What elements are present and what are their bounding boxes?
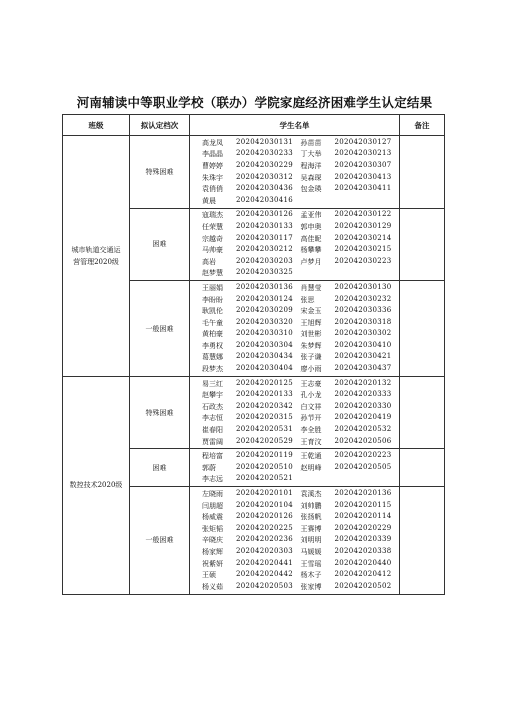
student-id: 202042030302 <box>334 329 392 338</box>
student-id: 202042020119 <box>236 451 294 460</box>
header-class: 班级 <box>63 115 130 136</box>
student-name: 包金瑛 <box>300 185 322 194</box>
student-id: 202042030318 <box>334 317 392 326</box>
student-pair <box>202 450 399 462</box>
student-id: 202042030310 <box>236 329 294 338</box>
student-entry <box>202 318 301 328</box>
student-name: 白文祥 <box>300 402 322 411</box>
student-name: 寇瑞杰 <box>202 211 223 220</box>
student-entry <box>202 352 301 362</box>
student-id: 202042020510 <box>236 462 294 471</box>
student-entry <box>301 547 400 557</box>
student-name: 廖小雨 <box>300 365 322 374</box>
student-name: 刘世彬 <box>300 330 322 339</box>
student-name: 葛慧娜 <box>202 353 223 362</box>
student-entry <box>202 413 301 423</box>
student-name: 杨家辉 <box>202 547 223 556</box>
student-id: 202042020441 <box>236 558 294 567</box>
student-entry <box>202 364 301 374</box>
student-pair <box>202 378 399 390</box>
student-entry <box>301 524 400 534</box>
student-name: 卢梦月 <box>300 257 322 266</box>
student-entry <box>202 329 301 339</box>
student-name: 王硕 <box>202 571 216 580</box>
student-id: 202042020225 <box>236 523 294 532</box>
student-name: 祝紫妍 <box>202 559 223 568</box>
student-id: 202042020503 <box>236 581 294 590</box>
student-id: 202042020529 <box>236 436 294 445</box>
student-entry <box>202 463 301 473</box>
header-note: 备注 <box>400 115 445 136</box>
note-cell <box>400 487 445 594</box>
student-entry <box>202 268 329 278</box>
student-name: 程培富 <box>202 452 223 461</box>
student-id: 202042030229 <box>236 160 294 169</box>
student-entry <box>301 138 400 148</box>
level-label: 一般困难 <box>130 281 190 377</box>
student-name: 张思 <box>300 295 315 304</box>
student-name: 黄柏豪 <box>202 330 223 339</box>
student-name: 孔小龙 <box>300 391 322 400</box>
student-pair <box>202 149 399 161</box>
student-name: 郭蔚 <box>202 463 216 472</box>
student-id: 202042020505 <box>334 462 392 471</box>
student-name: 任荣慧 <box>202 222 223 231</box>
student-entry <box>301 463 400 473</box>
student-entry <box>301 184 400 194</box>
student-entry <box>202 524 301 534</box>
student-pair <box>202 352 399 364</box>
student-name: 王丽娟 <box>202 283 223 292</box>
student-id: 202042030232 <box>334 294 392 303</box>
student-list <box>190 487 400 594</box>
student-entry <box>301 390 400 400</box>
student-id: 202042030136 <box>236 282 294 291</box>
student-id: 202042030320 <box>236 317 294 326</box>
student-id: 202042030117 <box>236 233 294 242</box>
student-entry <box>301 582 400 592</box>
student-entry <box>301 437 400 447</box>
student-pair <box>202 474 399 486</box>
student-id: 202042020101 <box>236 489 294 498</box>
student-entry <box>301 451 400 461</box>
student-pair <box>202 535 399 547</box>
level-label: 困难 <box>130 449 190 487</box>
student-pair <box>202 317 399 329</box>
student-id: 202042030223 <box>334 256 392 265</box>
student-id: 202042030325 <box>236 268 294 277</box>
student-entry <box>202 173 301 183</box>
student-entry <box>202 535 301 545</box>
student-id: 202042030124 <box>236 294 294 303</box>
student-pair <box>202 436 399 448</box>
student-entry <box>202 425 301 435</box>
student-name: 宋金玉 <box>300 307 322 316</box>
student-name: 杨威震 <box>202 513 223 522</box>
student-id: 202042020339 <box>334 535 392 544</box>
student-id: 202042030416 <box>236 195 294 204</box>
student-name: 宗越奇 <box>202 234 223 243</box>
student-pair <box>202 546 399 558</box>
student-entry <box>202 138 301 148</box>
student-name: 李志恒 <box>202 414 223 423</box>
student-entry <box>301 295 400 305</box>
student-name: 王育汶 <box>300 437 322 446</box>
student-id: 202042030133 <box>236 221 294 230</box>
student-id: 202042020104 <box>236 500 294 509</box>
student-id: 202042020136 <box>334 489 392 498</box>
student-list <box>190 449 400 487</box>
level-label: 困难 <box>130 208 190 281</box>
student-id: 202042020338 <box>334 546 392 555</box>
student-name: 王志豪 <box>300 379 322 388</box>
student-name: 朱梦辉 <box>300 341 322 350</box>
student-pair <box>202 340 399 352</box>
student-name: 李盼盼 <box>202 295 223 304</box>
student-id: 202042020532 <box>334 425 392 434</box>
student-entry <box>301 570 400 580</box>
document-title: 河南辅读中等职业学校（联办）学院家庭经济困难学生认定结果 <box>76 95 433 110</box>
student-id: 202042020115 <box>334 500 392 509</box>
student-entry <box>202 390 301 400</box>
student-list <box>190 136 400 209</box>
student-id: 202042020333 <box>334 390 392 399</box>
student-pair <box>202 172 399 184</box>
student-name: 程海洋 <box>300 161 322 170</box>
student-pair <box>202 488 399 500</box>
student-id: 202042020342 <box>236 401 294 410</box>
student-id: 202042020315 <box>236 413 294 422</box>
student-pair <box>202 413 399 425</box>
student-name: 左晓雨 <box>202 490 223 499</box>
student-entry <box>202 196 329 206</box>
student-entry <box>301 173 400 183</box>
student-id: 202042020440 <box>334 558 392 567</box>
student-id: 202042030215 <box>334 245 392 254</box>
student-name: 高佳昵 <box>300 234 322 243</box>
student-pair <box>202 389 399 401</box>
student-name: 贾雷阔 <box>202 437 223 446</box>
student-name: 杨义茹 <box>202 582 223 591</box>
student-pair <box>202 195 399 207</box>
student-pair <box>202 282 399 294</box>
student-entry <box>301 425 400 435</box>
student-name: 杨木子 <box>300 571 322 580</box>
student-id: 202042030434 <box>236 352 294 361</box>
student-pair <box>202 329 399 341</box>
student-entry <box>301 489 400 499</box>
header-level: 拟认定档次 <box>130 115 190 136</box>
student-name: 马帅豪 <box>202 246 223 255</box>
student-name: 李志远 <box>202 475 223 484</box>
table-body <box>63 136 445 595</box>
student-name: 王雪瑶 <box>300 559 322 568</box>
student-pair <box>202 160 399 172</box>
student-id: 202042030127 <box>334 137 392 146</box>
student-name: 王旭辉 <box>300 318 322 327</box>
student-pair <box>202 305 399 317</box>
student-name: 辛晓庆 <box>202 536 223 545</box>
student-name: 高岩 <box>202 257 216 266</box>
student-id: 202042030421 <box>334 352 392 361</box>
student-id: 202042020502 <box>334 581 392 590</box>
student-name: 张扬帆 <box>300 513 322 522</box>
student-id: 202042030212 <box>236 245 294 254</box>
student-entry <box>202 149 301 159</box>
student-name: 黄晨 <box>202 196 216 205</box>
student-entry <box>202 402 301 412</box>
student-name: 孙节开 <box>300 414 322 423</box>
student-pair <box>202 256 399 268</box>
student-pair <box>202 581 399 593</box>
student-entry <box>202 245 301 255</box>
student-id: 202042020223 <box>334 451 392 460</box>
student-name: 朱珠宇 <box>202 173 223 182</box>
student-pair <box>202 294 399 306</box>
student-name: 李勇权 <box>202 341 223 350</box>
student-name: 刘明明 <box>300 536 322 545</box>
student-id: 202042030131 <box>236 137 294 146</box>
student-entry <box>301 245 400 255</box>
student-id: 202042030404 <box>236 364 294 373</box>
student-name: 郭申奥 <box>300 222 322 231</box>
student-pair <box>202 401 399 413</box>
student-name: 石政杰 <box>202 402 223 411</box>
student-entry <box>301 257 400 267</box>
student-id: 202042020412 <box>334 570 392 579</box>
student-pair <box>202 500 399 512</box>
student-id: 202042020125 <box>236 378 294 387</box>
student-entry <box>301 306 400 316</box>
student-pair <box>202 183 399 195</box>
student-pair <box>202 221 399 233</box>
student-name: 丁大举 <box>300 150 322 159</box>
student-pair <box>202 558 399 570</box>
student-id: 202042020521 <box>236 474 294 483</box>
student-id: 202042020126 <box>236 512 294 521</box>
student-name: 袁俏俏 <box>202 185 223 194</box>
student-entry <box>301 535 400 545</box>
note-cell <box>400 376 445 449</box>
student-name: 李全胜 <box>300 426 322 435</box>
student-entry <box>301 379 400 389</box>
student-entry <box>301 352 400 362</box>
student-name: 毛午童 <box>202 318 223 327</box>
student-id: 202042020229 <box>334 523 392 532</box>
student-id: 202042030304 <box>236 340 294 349</box>
student-id: 202042020419 <box>334 413 392 422</box>
student-id: 202042030312 <box>236 172 294 181</box>
student-entry <box>202 489 301 499</box>
student-name: 孟亚伟 <box>300 211 322 220</box>
student-entry <box>202 437 301 447</box>
student-pair <box>202 137 399 149</box>
table-row <box>63 136 445 209</box>
student-pair <box>202 569 399 581</box>
student-pair <box>202 363 399 375</box>
student-name: 段梦杰 <box>202 365 223 374</box>
student-name: 杨攀攀 <box>300 246 322 255</box>
header-names: 学生名单 <box>190 115 400 136</box>
student-id: 202042020236 <box>236 535 294 544</box>
student-entry <box>202 570 301 580</box>
level-label: 一般困难 <box>130 487 190 594</box>
student-entry <box>301 559 400 569</box>
student-name: 李晶晶 <box>202 150 223 159</box>
student-pair <box>202 233 399 245</box>
student-id: 202042030209 <box>236 306 294 315</box>
student-id: 202042020442 <box>236 570 294 579</box>
student-id: 202042030122 <box>334 210 392 219</box>
student-pair <box>202 523 399 535</box>
student-entry <box>301 341 400 351</box>
student-entry <box>202 210 301 220</box>
student-pair <box>202 244 399 256</box>
student-entry <box>202 184 301 194</box>
student-pair <box>202 462 399 474</box>
student-entry <box>202 379 301 389</box>
student-name: 高龙凤 <box>202 138 223 147</box>
student-entry <box>301 234 400 244</box>
student-name: 闫朋超 <box>202 501 223 510</box>
student-entry <box>202 161 301 171</box>
student-name: 曹婷婷 <box>202 161 223 170</box>
student-id: 202042030336 <box>334 306 392 315</box>
student-entry <box>202 257 301 267</box>
student-entry <box>202 451 301 461</box>
student-id: 202042030203 <box>236 256 294 265</box>
student-id: 202042020303 <box>236 546 294 555</box>
class-name: 数控技术2020级 <box>63 376 130 594</box>
student-name: 赵攀宇 <box>202 391 223 400</box>
student-entry <box>301 402 400 412</box>
student-entry <box>202 222 301 232</box>
student-pair <box>202 210 399 222</box>
student-entry <box>301 161 400 171</box>
note-cell <box>400 449 445 487</box>
student-entry <box>202 283 301 293</box>
student-id: 202042030130 <box>334 282 392 291</box>
student-list <box>190 376 400 449</box>
student-entry <box>301 329 400 339</box>
student-list <box>190 208 400 281</box>
student-pair <box>202 511 399 523</box>
student-pair <box>202 268 399 280</box>
student-id: 202042030233 <box>236 149 294 158</box>
student-id: 202042020330 <box>334 401 392 410</box>
student-entry <box>301 210 400 220</box>
student-entry <box>202 501 301 511</box>
student-entry <box>301 364 400 374</box>
student-entry <box>202 474 329 484</box>
student-id: 202042030126 <box>236 210 294 219</box>
student-name: 孙苗苗 <box>300 138 322 147</box>
student-entry <box>202 582 301 592</box>
student-name: 赵明峰 <box>300 463 322 472</box>
student-list <box>190 281 400 377</box>
note-cell <box>400 136 445 209</box>
student-entry <box>202 306 301 316</box>
student-entry <box>301 413 400 423</box>
level-label: 特殊困难 <box>130 136 190 209</box>
student-id: 202042030129 <box>334 221 392 230</box>
student-entry <box>301 149 400 159</box>
student-entry <box>202 547 301 557</box>
student-name: 耿凯伦 <box>202 307 223 316</box>
student-entry <box>301 512 400 522</box>
note-cell <box>400 281 445 377</box>
student-name: 刘帅鹏 <box>300 501 322 510</box>
student-entry <box>202 295 301 305</box>
student-id: 202042020132 <box>334 378 392 387</box>
student-entry <box>202 234 301 244</box>
student-entry <box>301 222 400 232</box>
student-name: 崔春阳 <box>202 426 223 435</box>
class-name: 城市轨道交通运营管理2020级 <box>63 136 130 377</box>
header-row <box>63 115 445 136</box>
student-entry <box>301 283 400 293</box>
result-table <box>62 114 445 595</box>
student-id: 202042030213 <box>334 149 392 158</box>
student-name: 王赛博 <box>300 524 322 533</box>
student-name: 赵梦慧 <box>202 269 223 278</box>
student-entry <box>202 559 301 569</box>
student-name: 袁溪杰 <box>300 490 322 499</box>
student-name: 张矩韬 <box>202 524 223 533</box>
note-cell <box>400 208 445 281</box>
student-name: 王乾通 <box>300 452 322 461</box>
student-name: 肖慧莹 <box>300 283 322 292</box>
student-id: 202042030411 <box>334 184 392 193</box>
student-id: 202042020133 <box>236 390 294 399</box>
student-name: 易三红 <box>202 379 223 388</box>
student-id: 202042030214 <box>334 233 392 242</box>
student-name: 张子谦 <box>300 353 322 362</box>
student-id: 202042030410 <box>334 340 392 349</box>
table-row <box>63 376 445 449</box>
student-name: 吴森琛 <box>300 173 322 182</box>
student-id: 202042030413 <box>334 172 392 181</box>
student-entry <box>202 341 301 351</box>
student-name: 张家博 <box>300 582 322 591</box>
level-label: 特殊困难 <box>130 376 190 449</box>
student-entry <box>202 512 301 522</box>
student-entry <box>301 318 400 328</box>
student-name: 马媛媛 <box>300 547 322 556</box>
student-id: 202042020506 <box>334 436 392 445</box>
student-id: 202042020531 <box>236 425 294 434</box>
student-id: 202042030436 <box>236 184 294 193</box>
student-id: 202042030307 <box>334 160 392 169</box>
student-pair <box>202 424 399 436</box>
student-id: 202042030437 <box>334 364 392 373</box>
student-entry <box>301 501 400 511</box>
student-id: 202042020114 <box>334 512 392 521</box>
